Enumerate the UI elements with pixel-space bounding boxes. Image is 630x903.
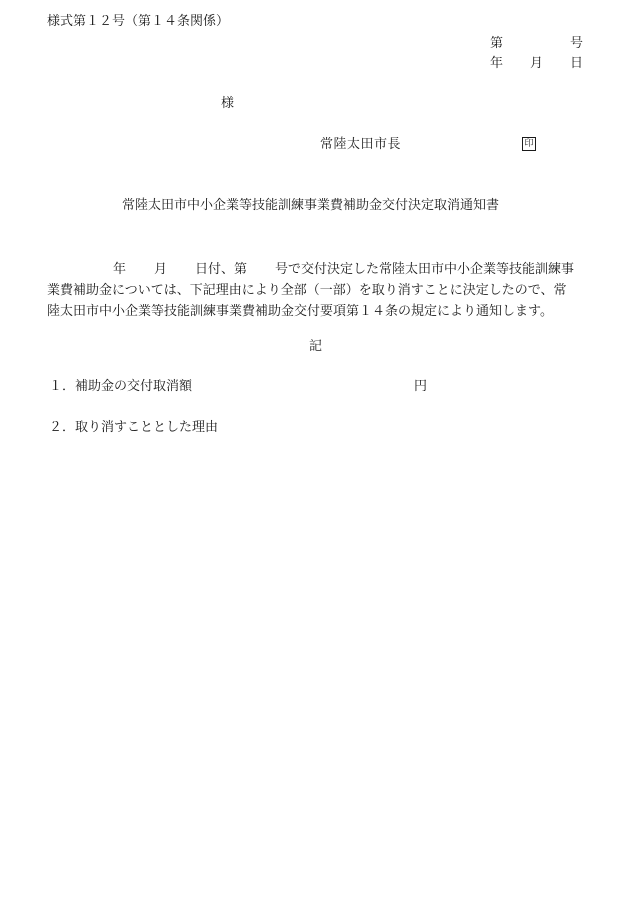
document-title: 常陸太田市中小企業等技能訓練事業費補助金交付決定取消通知書 xyxy=(122,198,500,213)
item-cancel-amount-label: １．補助金の交付取消額 xyxy=(49,379,193,394)
body-year: 年 xyxy=(113,262,127,277)
issuer-name: 常陸太田市長 xyxy=(320,137,402,152)
addressee-suffix: 様 xyxy=(221,96,235,111)
form-number: 様式第１２号（第１４条関係） xyxy=(47,14,230,29)
issue-number-prefix: 第 xyxy=(490,36,504,51)
body-month: 月 xyxy=(154,262,168,277)
body-day-dated: 日付、第 xyxy=(195,262,248,277)
body-paragraph xyxy=(47,259,584,322)
body-line-3: 陸太田市中小企業等技能訓練事業費補助金交付要項第１４条の規定により通知します。 xyxy=(47,304,553,319)
date-year: 年 xyxy=(490,56,504,71)
date-day: 日 xyxy=(570,56,584,71)
body-line-1 xyxy=(47,259,584,280)
seal-mark: 印 xyxy=(522,137,536,151)
item-cancel-amount-unit: 円 xyxy=(414,379,428,394)
body-number-clause: 号で交付決定した常陸太田市中小企業等技能訓練事 xyxy=(275,262,575,277)
item-cancel-reason-label: ２．取り消すこととした理由 xyxy=(49,420,219,435)
date-month: 月 xyxy=(530,56,544,71)
body-line-2: 業費補助金については、下記理由により全部（一部）を取り消すことに決定したので、常 xyxy=(47,283,567,298)
record-heading: 記 xyxy=(309,339,323,354)
issue-number-suffix: 号 xyxy=(570,36,584,51)
